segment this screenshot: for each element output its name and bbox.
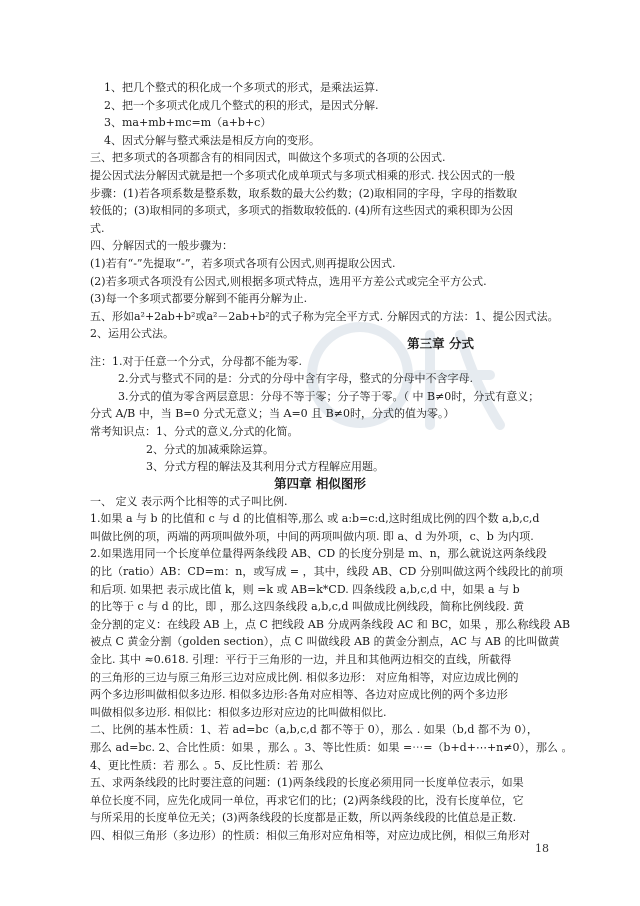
text-line: 4、因式分解与整式乘法是相反方向的变形。 — [104, 133, 320, 147]
text-line: 的比（ratio）AB：CD=m：n，或写成 = ，其中，线段 AB、CD 分别叫做这两个线段比的前项 — [90, 564, 563, 578]
text-line: 五、形如a²+2ab+b²或a²－2ab+b²的式子称为完全平方式. 分解因式的方法：1、提公因式法。 — [90, 309, 559, 323]
text-line: 被点 C 黄金分割（golden section），点 C 叫做线段 AB 的黄金分割点，AC 与 AB 的比叫做黄 — [90, 635, 560, 649]
text-line: 二、比例的基本性质：1、若 ad=bc（a,b,c,d 都不等于 0），那么 . 如果（b,d 都不为 0）， — [90, 723, 538, 737]
text-line: 4、更比性质：若 那么 。5、反比性质：若 那么 — [90, 758, 324, 772]
text-line: 金比. 其中 ≈0.618. 引理：平行于三角形的一边，并且和其他两边相交的直线，所截得 — [90, 652, 512, 666]
text-line: 2、分式的加减乘除运算。 — [146, 442, 274, 456]
text-line: 三、把多项式的各项都含有的相同因式，叫做这个多项式的各项的公因式. — [90, 151, 446, 165]
text-line: (1)若有“-”先提取“-”，若多项式各项有公因式,则再提取公因式. — [90, 256, 396, 270]
text-line: (3)每一个多项式都要分解到不能再分解为止. — [90, 292, 308, 306]
text-line: 3.分式的值为零含两层意思：分母不等于零；分子等于零。（ 中 B≠0时，分式有意义； — [118, 389, 540, 403]
text-line: 3、分式方程的解法及其利用分式方程解应用题。 — [146, 460, 384, 474]
text-line: 的三角形的三边与原三角形三边对应成比例. 相似多边形： 对应角相等，对应边成比例的 — [90, 670, 519, 684]
text-line: 分式 A/B 中，当 B=0 分式无意义；当 A=0 且 B≠0时，分式的值为零。） — [90, 407, 455, 421]
text-line: 那么 ad=bc. 2、合比性质：如果 ，那么 。3、等比性质：如果 =⋯=（b+d+⋯+n≠0），那么 。 — [90, 740, 573, 754]
text-line: 步骤：(1)若各项系数是整系数，取系数的最大公约数；(2)取相同的字母，字母的指数取 — [90, 186, 518, 200]
text-line: 两个多边形叫做相似多边形. 相似多边形:各角对应相等、各边对应成比例的两个多边形 — [90, 688, 508, 702]
text-line: 叫做相似多边形. 相似比：相似多边形对应边的比叫做相似比. — [90, 705, 387, 719]
text-line: 四、相似三角形（多边形）的性质：相似三角形对应角相等，对应边成比例，相似三角形对 — [90, 828, 530, 842]
text-line: 2、运用公式法。 — [90, 327, 174, 341]
text-line: 较低的；(3)取相同的多项式，多项式的指数取较低的. (4)所有这些因式的乘积即为公因 — [90, 204, 514, 218]
page-number: 18 — [535, 842, 549, 855]
text-line: 式. — [90, 221, 105, 235]
text-line: 提公因式法分解因式就是把一个多项式化成单项式与多项式相乘的形式. 找公因式的一般 — [90, 168, 515, 182]
chapter3-section — [90, 335, 550, 476]
text-line: 1.如果 a 与 b 的比值和 c 与 d 的比值相等,那么 或 a:b=c:d,这时组成比例的四个数 a,b,c,d — [90, 512, 540, 526]
text-line: (2)若多项式各项没有公因式,则根据多项式特点，选用平方差公式或完全平方公式. — [90, 274, 487, 288]
chapter3-title: 第三章 分式 — [407, 336, 474, 351]
factorization-section — [90, 79, 559, 343]
text-line: 3、ma+mb+mc=m（a+b+c） — [104, 116, 272, 130]
text-line: 2、把一个多项式化成几个整式的积的形式，是因式分解. — [104, 98, 379, 112]
text-line: 2.分式与整式不同的是：分式的分母中含有字母，整式的分母中不含字母. — [118, 372, 473, 386]
chapter4-section — [90, 475, 573, 844]
text-line: 五、求两条线段的比时要注意的问题：(1)两条线段的长度必须用同一长度单位表示，如果 — [90, 776, 524, 790]
text-line: 常考知识点：1、分式的意义,分式的化简。 — [90, 424, 299, 438]
text-line: 四、分解因式的一般步骤为： — [90, 239, 233, 253]
text-line: 金分割的定义：在线段 AB 上，点 C 把线段 AB 分成两条线段 AC 和 BC，如果 ，那么称线段 AB — [90, 617, 571, 631]
text-line: 的比等于 c 与 d 的比，即 ，那么这四条线段 a,b,c,d 叫做成比例线段，简称比例线段. 黄 — [90, 600, 524, 614]
text-line: 1、把几个整式的积化成一个多项式的形式，是乘法运算. — [104, 81, 379, 94]
text-line: 与所采用的长度单位无关；(3)两条线段的长度都是正数，所以两条线段的比值总是正数. — [90, 811, 517, 825]
text-line: 注：1.对于任意一个分式，分母都不能为零. — [90, 354, 302, 368]
text-line: 和后项. 如果把 表示成比值 k，则 =k 或 AB=k*CD. 四条线段 a,b,c,d 中，如果 a 与 b — [90, 582, 520, 596]
text-line: 2.如果选用同一个长度单位量得两条线段 AB、CD 的长度分别是 m、n，那么就说这两条线段 — [90, 547, 547, 561]
text-line: 叫做比例的项，两端的两项叫做外项，中间的两项叫做内项. 即 a、d 为外项，c、b 为内项. — [90, 529, 534, 543]
text-line: 一、 定义 表示两个比相等的式子叫比例. — [90, 494, 288, 508]
chapter4-title: 第四章 相似图形 — [274, 476, 366, 491]
text-line: 单位长度不同，应先化成同一单位，再求它们的比；(2)两条线段的比，没有长度单位，它 — [90, 793, 524, 807]
